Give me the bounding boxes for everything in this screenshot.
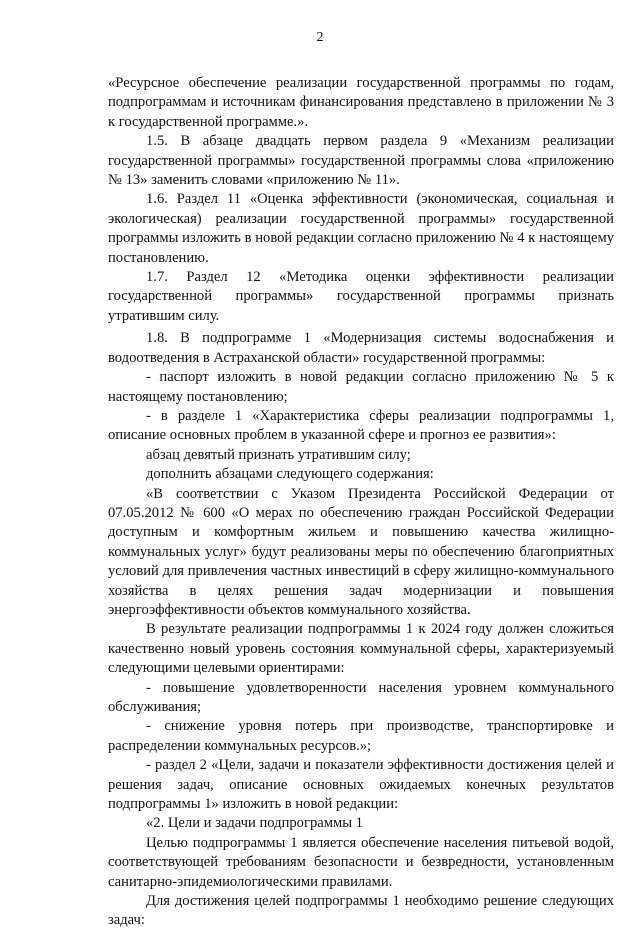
paragraph-goal: Целью подпрограммы 1 является обеспечение населения питьевой водой, соответствующей требованиям безопасности и безвредности, установленным санитарно-эпидемиологическими правилами. [108, 834, 614, 890]
paragraph-satisfaction: - повышение удовлетворенности населения уровнем коммунального обслуживания; [108, 679, 614, 715]
paragraph-section-1: - в разделе 1 «Характеристика сферы реализации подпрограммы 1, описание основных проблем в указанной сфере и прогноз ее развития»: [108, 407, 614, 444]
paragraph-result-2024: В результате реализации подпрограммы 1 к 2024 году должен сложиться качественно новый уровень состояния коммунальной сферы, характеризуемый следующими целевыми ориентирами: [108, 621, 614, 677]
document-body [108, 74, 614, 931]
paragraph-section-2: - раздел 2 «Цели, задачи и показатели эффективности достижения целей и решения задач, описание основных ожидаемых конечных результатов подпрограммы 1» изложить в новой редакции: [108, 757, 614, 813]
paragraph-loss-reduction: - снижение уровня потерь при производстве, транспортировке и распределении коммунальных ресурсов.»; [108, 718, 614, 754]
paragraph-1-7: 1.7. Раздел 12 «Методика оценки эффективности реализации государственной программы» государственной программы признать утратившим силу. [108, 269, 614, 324]
section-heading-goals: «2. Цели и задачи подпрограммы 1 [146, 815, 363, 832]
paragraph-1-5: 1.5. В абзаце двадцать первом раздела 9 «Механизм реализации государственной программы» государственной программы слова «приложению № 13» заменить словами «приложению № 11». [108, 133, 614, 189]
paragraph-supplement: дополнить абзацами следующего содержания: [146, 466, 434, 483]
paragraph-ninth-abzac: абзац девятый признать утратившим силу; [146, 446, 411, 463]
paragraph-decree-600: «В соответствии с Указом Президента Российской Федерации от 07.05.2012 № 600 «О мерах по обеспечению граждан Российской Федерации доступным и комфортным жильем и повышению качества жилищно-коммунальных услуг» будут реализованы меры по обеспечению благоприятных условий для привлечения частных инвестиций в сферу жилищно-коммунального хозяйства в целях решения задач модернизации и повышения энергоэффективности объектов коммунального хозяйства. [108, 485, 614, 618]
paragraph-1-8: 1.8. В подпрограмме 1 «Модернизация системы водоснабжения и водоотведения в Астраханской области» государственной программы: [108, 330, 614, 366]
page-number: 2 [316, 30, 324, 45]
paragraph-passport: - паспорт изложить в новой редакции согласно приложению № 5 к настоящему постановлению; [108, 369, 614, 405]
paragraph-tasks-intro: Для достижения целей подпрограммы 1 необходимо решение следующих задач: [108, 893, 614, 929]
paragraph-1-6: 1.6. Раздел 11 «Оценка эффективности (экономическая, социальная и экологическая) реализации государственной программы» государственной программы изложить в новой редакции согласно приложению № 4 к настоящему постановлению. [108, 191, 614, 266]
paragraph-resource-provision: «Ресурсное обеспечение реализации государственной программы по годам, подпрограммам и источникам финансирования представлено в приложении № 3 к государственной программе.». [108, 75, 614, 130]
